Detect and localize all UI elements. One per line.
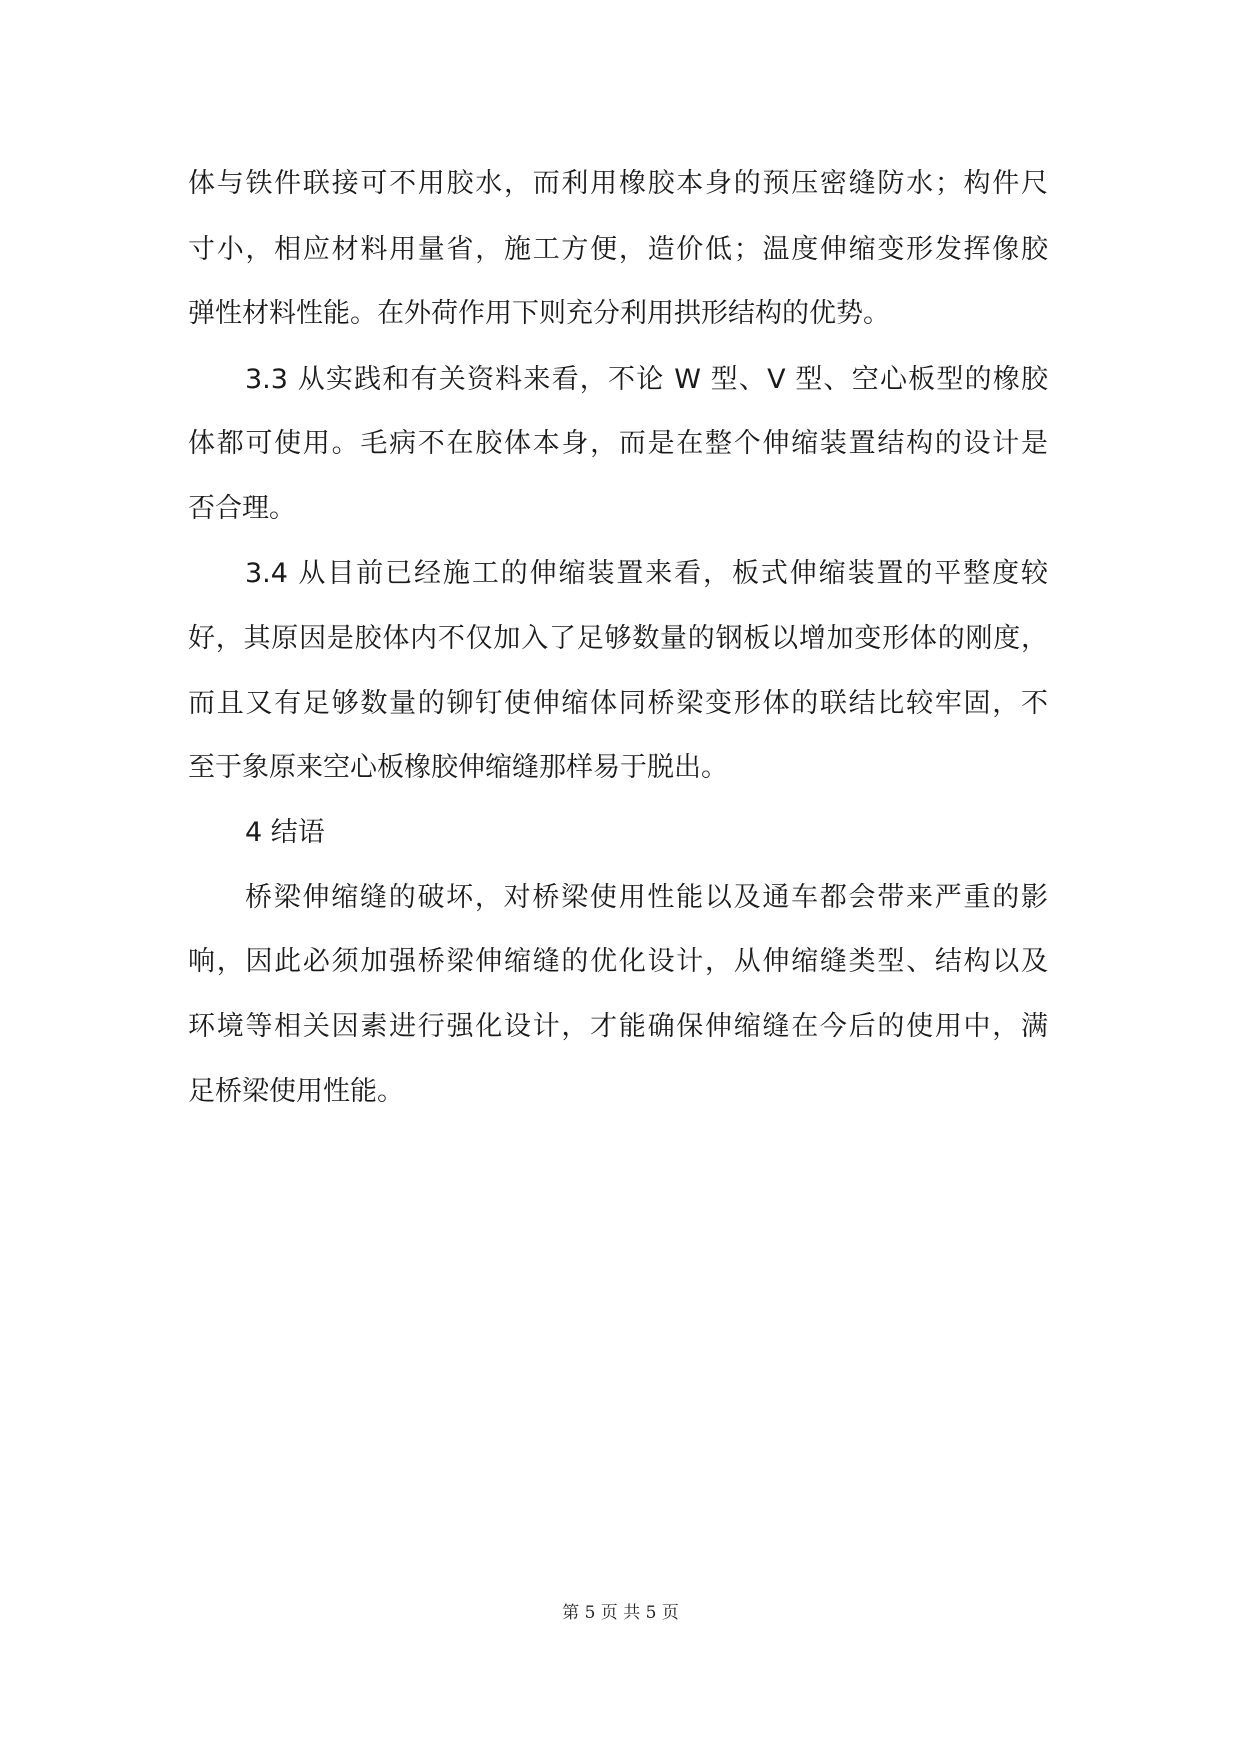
text-line: 寸小，相应材料用量省，施工方便，造价低；温度伸缩变形发挥像胶 — [188, 234, 1048, 265]
text-line: 否合理。 — [188, 493, 296, 524]
text-line: 弹性材料性能。在外荷作用下则充分利用拱形结构的优势。 — [188, 298, 890, 329]
text-line: 响，因此必须加强桥梁伸缩缝的优化设计，从伸缩缝类型、结构以及 — [188, 946, 1048, 977]
text-line: 足桥梁使用性能。 — [188, 1076, 404, 1107]
text-line: 而且又有足够数量的铆钉使伸缩体同桥梁变形体的联结比较牢固，不 — [188, 688, 1048, 719]
text-line: 体与铁件联接可不用胶水，而利用橡胶本身的预压密缝防水；构件尺 — [188, 168, 1048, 199]
text-line: 好，其原因是胶体内不仅加入了足够数量的钢板以增加变形体的刚度， — [188, 623, 1048, 654]
conclusion-first-line: 桥梁伸缩缝的破坏，对桥梁使用性能以及通车都会带来严重的影 — [245, 882, 1048, 913]
text-line: 体都可使用。毛病不在胶体本身，而是在整个伸缩装置结构的设计是 — [188, 428, 1048, 459]
section-heading-4: 4 结语 — [245, 817, 325, 848]
text-line: 环境等相关因素进行强化设计，才能确保伸缩缝在今后的使用中，满 — [188, 1011, 1048, 1042]
section-3-4-first-line: 3.4 从目前已经施工的伸缩装置来看，板式伸缩装置的平整度较 — [245, 558, 1048, 589]
section-3-3-first-line: 3.3 从实践和有关资料来看，不论 W 型、V 型、空心板型的橡胶 — [245, 364, 1048, 395]
page-number-footer: 第 5 页 共 5 页 — [562, 1603, 679, 1623]
text-line: 至于象原来空心板橡胶伸缩缝那样易于脱出。 — [188, 752, 728, 783]
